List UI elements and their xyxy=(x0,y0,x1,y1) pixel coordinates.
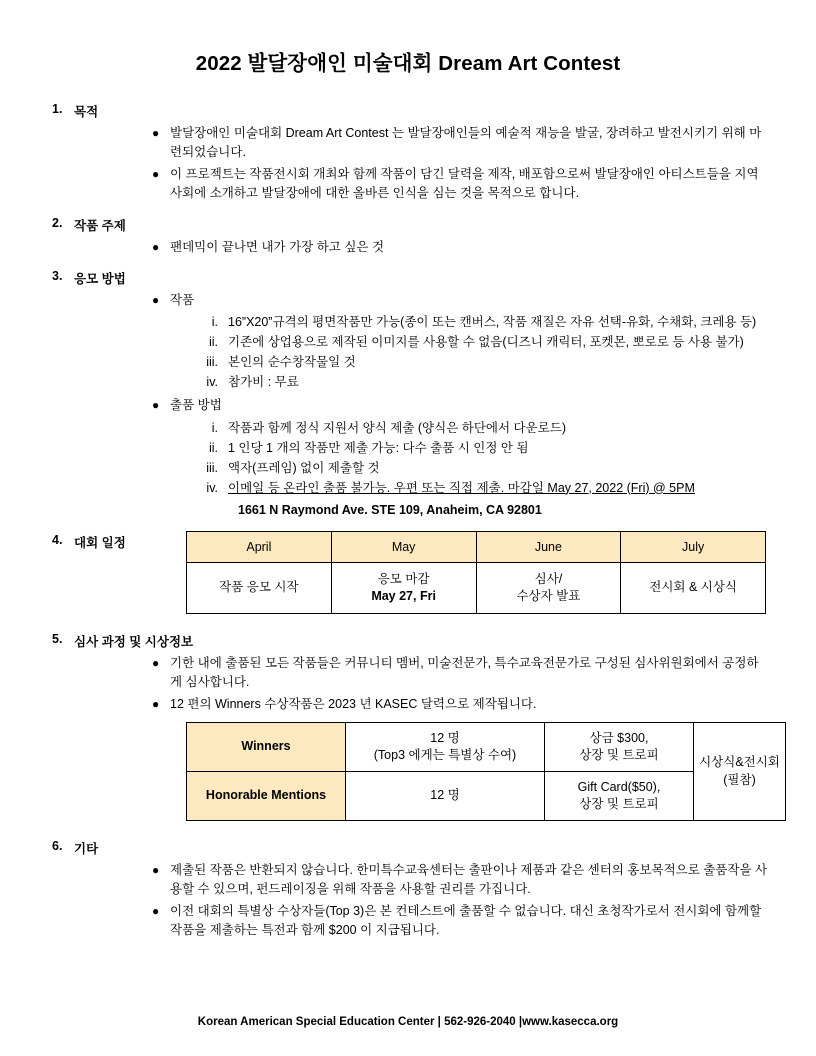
bullet-list xyxy=(48,291,768,310)
list-item xyxy=(48,238,768,257)
table-cell xyxy=(187,562,332,613)
list-item xyxy=(48,332,768,352)
roman-number: iv. xyxy=(206,480,218,495)
list-item xyxy=(48,291,768,310)
table-row xyxy=(187,723,786,772)
section-응모-방법 xyxy=(48,269,768,521)
section-작품-주제 xyxy=(48,216,768,257)
roman-number: iii. xyxy=(206,355,218,370)
cell-line-1: 상금 $300, xyxy=(589,730,649,745)
cell-line-1: 심사/ xyxy=(534,572,563,586)
list-item xyxy=(48,165,768,204)
list-item xyxy=(48,654,768,693)
list-item xyxy=(48,902,768,941)
section-heading xyxy=(48,269,768,287)
schedule-table-wrap xyxy=(48,531,768,614)
list-item xyxy=(48,312,768,332)
section-heading xyxy=(48,632,768,650)
cell-line-1: 전시회 & 시상식 xyxy=(649,580,737,595)
list-item-text: 참가비 : 무료 xyxy=(228,375,299,390)
section-heading xyxy=(48,102,768,120)
roman-list-artwork xyxy=(48,312,768,392)
section-number: 2. xyxy=(52,215,63,230)
section-title: 기타 xyxy=(74,842,99,856)
list-item-text: 이 프로젝트는 작품전시회 개최와 함께 작품이 담긴 달력을 제작, 배포함으로써 발달장애인 아티스트들을 지역사회에 소개하고 발달장애에 대한 올바른 인식을 심는 것을 목적으로 합니다. xyxy=(170,166,759,201)
section-기타 xyxy=(48,839,768,941)
roman-number: i. xyxy=(211,420,218,435)
section-number: 6. xyxy=(52,839,63,853)
list-item-text: 본인의 순수창작물일 것 xyxy=(228,355,356,370)
table-cell xyxy=(621,562,766,613)
list-item xyxy=(48,124,768,163)
section-title: 대회 일정 xyxy=(74,535,126,550)
list-item-text: 출품 방법 xyxy=(170,398,222,413)
list-item xyxy=(48,372,768,392)
list-item-text: 16”X20”규격의 평면작품만 가능(종이 또는 캔버스, 작품 재질은 자유 선택-유화, 수채화, 크레용 등) xyxy=(228,315,757,330)
section-number: 3. xyxy=(52,268,63,283)
list-item xyxy=(48,478,768,498)
table-row-label: Honorable Mentions xyxy=(187,772,346,821)
section-number: 4. xyxy=(52,532,63,547)
table-row-label: Winners xyxy=(187,723,346,772)
roman-number: i. xyxy=(211,315,218,330)
list-item-text: 작품 xyxy=(170,292,195,307)
table-header-cell: May xyxy=(331,531,476,562)
list-item-text: 작품과 함께 정식 지원서 양식 제출 (양식은 하단에서 다운로드) xyxy=(228,420,566,435)
cell-line-1: 작품 응모 시작 xyxy=(219,580,299,595)
list-item xyxy=(48,352,768,372)
list-item xyxy=(48,396,768,415)
cell-line-1: Gift Card($50), xyxy=(577,779,661,794)
bullet-dot-icon: ● xyxy=(152,398,160,413)
section-title: 목적 xyxy=(74,105,99,119)
section-number: 5. xyxy=(52,631,63,646)
table-row xyxy=(187,562,766,613)
page-footer: Korean American Special Education Center | 562-926-2040 |www.kasecca.org xyxy=(197,1016,619,1028)
bullet-list xyxy=(48,238,768,257)
list-item xyxy=(48,458,768,478)
list-item-text: 팬데믹이 끝나면 내가 가장 하고 싶은 것 xyxy=(170,239,385,254)
list-item-text: 발달장애인 미술대회 Dream Art Contest 는 발달장애인들의 예술적 재능을 발굴, 장려하고 발전시키기 위해 마련되었습니다. xyxy=(170,126,762,160)
list-item-text: 이메일 등 온라인 출품 불가능. 우편 또는 직접 제출. 마감일 May 27, 2022 (Fri) @ 5PM xyxy=(228,480,695,495)
table-cell xyxy=(331,562,476,613)
roman-number: ii. xyxy=(208,335,218,350)
list-item-text: 제출된 작품은 반환되지 않습니다. 한미특수교육센터는 출판이나 제품과 같은 센터의 홍보목적으로 출품작을 사용할 수 있으며, 펀드레이징을 위해 작품을 사용할 권리를 가집니다. xyxy=(170,863,768,897)
bullet-list xyxy=(48,396,768,415)
bullet-dot-icon: ● xyxy=(152,863,160,877)
bullet-dot-icon: ● xyxy=(152,655,160,670)
bullet-list xyxy=(48,861,768,941)
cell-line-2: 수상자 발표 xyxy=(516,588,581,603)
schedule-table xyxy=(186,531,766,614)
bullet-dot-icon: ● xyxy=(152,239,160,254)
section-title: 작품 주제 xyxy=(74,218,126,233)
table-cell xyxy=(545,723,694,772)
bullet-dot-icon: ● xyxy=(152,292,160,307)
table-header-cell: June xyxy=(476,531,621,562)
table-cell xyxy=(346,772,545,821)
list-item-text: 기한 내에 출품된 모든 작품들은 커뮤니티 멤버, 미술전문가, 특수교육전문가로 구성된 심사위원회에서 공정하게 심사합니다. xyxy=(170,655,759,690)
list-item xyxy=(48,861,768,900)
roman-number: iv. xyxy=(206,375,218,390)
table-header-cell: April xyxy=(187,531,332,562)
section-title: 응모 방법 xyxy=(74,271,126,286)
bullet-dot-icon: ● xyxy=(152,903,160,918)
section-대회-일정 xyxy=(48,533,768,614)
table-cell xyxy=(545,772,694,821)
section-title: 심사 과정 및 시상정보 xyxy=(74,634,194,649)
section-heading xyxy=(48,839,768,857)
cell-line-1: 응모 마감 xyxy=(377,572,430,586)
cell-line-1: 12 명 xyxy=(430,730,460,745)
winners-table xyxy=(186,722,786,821)
table-cell-merged-note: 시상식&전시회(필참) xyxy=(694,723,786,821)
cell-line-1: 12 명 xyxy=(430,788,460,803)
list-item-text: 12 편의 Winners 수상작품은 2023 년 KASEC 달력으로 제작됩니다. xyxy=(170,696,537,711)
list-item-text: 1 인당 1 개의 작품만 제출 가능: 다수 출품 시 인정 안 됨 xyxy=(228,440,529,455)
submission-address: 1661 N Raymond Ave. STE 109, Anaheim, CA 92801 xyxy=(238,502,542,517)
table-cell xyxy=(346,723,545,772)
section-심사-과정-및-시상정보 xyxy=(48,631,780,821)
roman-list-submission xyxy=(48,418,768,498)
bullet-dot-icon: ● xyxy=(152,696,160,711)
page-title: 2022 발달장애인 미술대회 Dream Art Contest xyxy=(195,52,621,75)
section-number: 1. xyxy=(52,102,63,116)
list-item-text: 기존에 상업용으로 제작된 이미지를 사용할 수 없음(디즈니 캐릭터, 포켓몬, 뽀로로 등 사용 불가) xyxy=(228,335,744,350)
list-item xyxy=(48,438,768,458)
roman-number: iii. xyxy=(206,460,218,475)
table-cell xyxy=(476,562,621,613)
list-item-text: 액자(프레임) 없이 제출할 것 xyxy=(228,460,380,475)
bullet-dot-icon: ● xyxy=(152,166,160,181)
table-header-cell: July xyxy=(621,531,766,562)
winners-table-wrap xyxy=(48,722,780,821)
cell-line-2: (Top3 에게는 특별상 수여) xyxy=(373,748,517,762)
list-item-text: 이전 대회의 특별상 수상자들(Top 3)은 본 컨테스트에 출품할 수 없습니다. 대신 초청작가로서 전시회에 함께할 작품을 제출하는 특전과 함께 $200 이 지급됩니다. xyxy=(170,903,762,938)
cell-line-2: May 27, Fri xyxy=(371,588,436,603)
list-item xyxy=(48,418,768,438)
bullet-list xyxy=(48,654,768,714)
bullet-dot-icon: ● xyxy=(152,126,160,140)
table-header-row xyxy=(187,531,766,562)
roman-number: ii. xyxy=(208,440,218,455)
section-heading xyxy=(48,216,768,234)
bullet-list xyxy=(48,124,768,204)
cell-line-2: 상장 및 트로피 xyxy=(579,797,659,811)
section-목적 xyxy=(48,102,768,204)
cell-line-2: 상장 및 트로피 xyxy=(579,748,659,762)
list-item xyxy=(48,695,768,714)
